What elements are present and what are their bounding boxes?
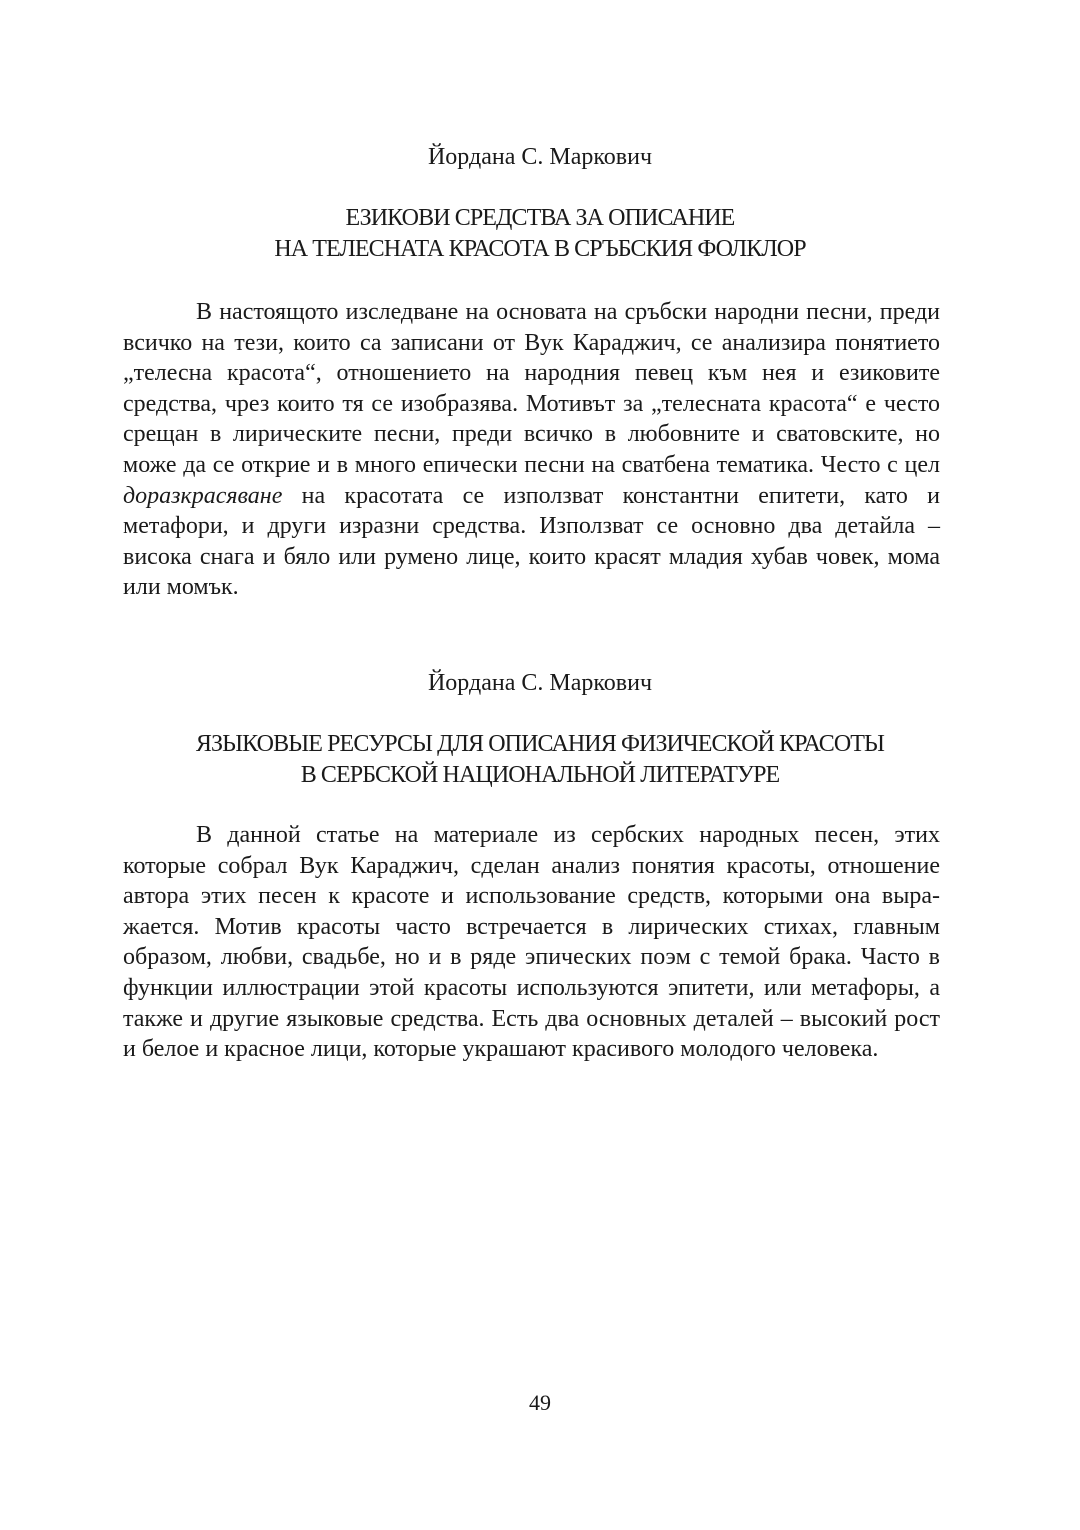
abstract-text: В настоящото изследване на основата на сръбски народни песни, преди всичко на тези, които са записани от Вук Караджич, се анализира понятието „телесна красота“, отношението на народния певец към нея и езиковите средства, чрез които тя се изобразява. Мотивът за „телесната красота“ е често срещан в лирическите песни, преди всичко в любовните и сватовските, но може да се открие и в много епически песни на сватбена тематика. Често с цел <box>123 299 940 478</box>
abstract-russian: В данной статье на материале из сербских народных песен, этих которые собрал Вук Караджич, сделан анализ понятия красоты, отношение автора этих песен к красоте и использование средств, которыми она выражается. Мотив красоты часто встречается в лирических стихах, главным образом, любви, свадьбе, но и в ряде эпических поэм с темой брака. Часто в функции иллюстрации этой красоты используются эпитети, или метафоры, а также и другие языковые средства. Есть два основных деталей – высокий рост и белое и красное лици, которые украшают красивого молодого человека. <box>123 822 940 1063</box>
article-title-russian <box>0 729 1080 791</box>
title-line: НА ТЕЛЕСНАТА КРАСОТА В СРЪБСКИЯ ФОЛКЛОР <box>274 236 806 262</box>
page-number: 49 <box>529 1390 551 1415</box>
abstract-italic-term: доразкрасяване <box>123 482 283 509</box>
abstract-bulgarian <box>123 297 940 603</box>
title-line: ЕЗИКОВИ СРЕДСТВА ЗА ОПИСАНИЕ <box>345 205 735 231</box>
abstract-text: на красотата се използват константни епитети, като и метафори, и други изразни средства. Използват се основно два детайла – висока снага и бяло или румено лице, които красят младия хубав човек, мома или момък. <box>123 482 940 601</box>
author-name-russian: Йордана С. Маркович <box>427 670 653 696</box>
article-title-bulgarian <box>0 203 1080 265</box>
title-line: В СЕРБСКОЙ НАЦИОНАЛЬНОЙ ЛИТЕРАТУРЕ <box>300 762 780 788</box>
author-name-bulgarian: Йордана С. Маркович <box>427 144 653 170</box>
title-line: ЯЗЫКОВЫЕ РЕСУРСЫ ДЛЯ ОПИСАНИЯ ФИЗИЧЕСКОЙ КРАСОТЫ <box>195 731 885 757</box>
